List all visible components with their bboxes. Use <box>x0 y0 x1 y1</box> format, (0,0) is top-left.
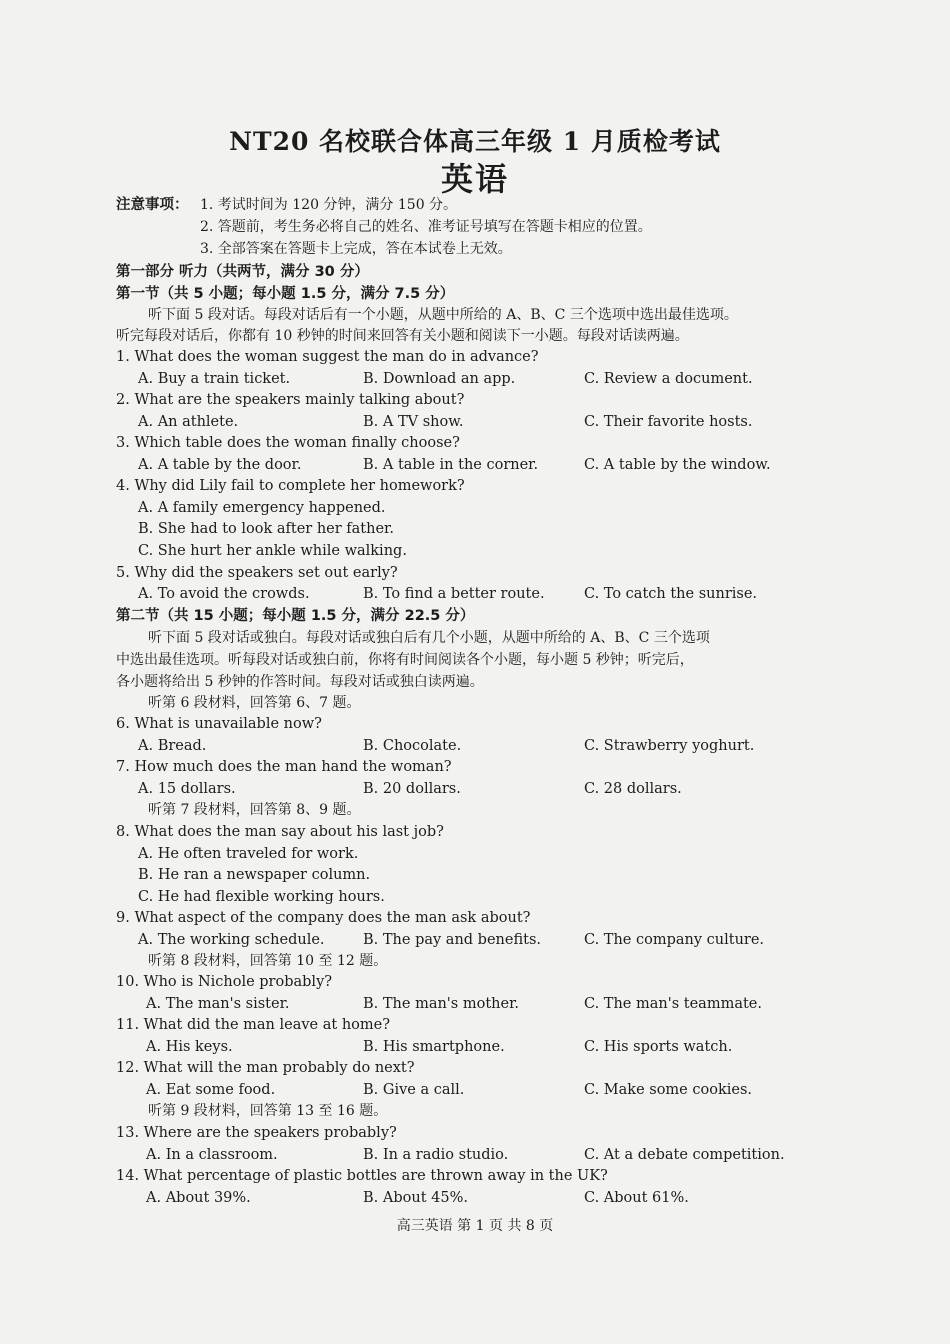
notice-item-3: 3. 全部答案在答题卡上完成，答在本试卷上无效。 <box>200 241 512 257</box>
option-5c: C. To catch the sunrise. <box>584 586 758 602</box>
option-13b: B. In a radio studio. <box>363 1147 509 1163</box>
question-12: 12. What will the man probably do next? <box>116 1060 415 1076</box>
exam-subject: 英语 <box>440 160 509 198</box>
option-1b: B. Download an app. <box>363 371 516 387</box>
question-7: 7. How much does the man hand the woman? <box>116 759 452 775</box>
question-9: 9. What aspect of the company does the man ask about? <box>116 910 531 926</box>
option-10c: C. The man's teammate. <box>584 996 762 1012</box>
option-11c: C. His sports watch. <box>584 1039 733 1055</box>
option-7b: B. 20 dollars. <box>363 781 461 797</box>
option-14b: B. About 45%. <box>363 1190 468 1206</box>
section2-instruction-3: 各小题将给出 5 秒钟的作答时间。每段对话或独白读两遍。 <box>116 674 484 690</box>
question-6: 6. What is unavailable now? <box>116 716 322 732</box>
section2-instruction-2: 中选出最佳选项。听每段对话或独白前，你将有时间阅读各个小题，每小题 5 秒钟；听完后， <box>116 652 694 668</box>
option-10b: B. The man's mother. <box>363 996 520 1012</box>
question-8: 8. What does the man say about his last job? <box>116 824 444 840</box>
option-9c: C. The company culture. <box>584 932 765 948</box>
option-13a: A. In a classroom. <box>146 1147 278 1163</box>
option-6c: C. Strawberry yoghurt. <box>584 738 755 754</box>
question-3: 3. Which table does the woman finally choose? <box>116 435 460 451</box>
question-11: 11. What did the man leave at home? <box>116 1017 390 1033</box>
option-2c: C. Their favorite hosts. <box>584 414 753 430</box>
option-13c: C. At a debate competition. <box>584 1147 785 1163</box>
question-4: 4. Why did Lily fail to complete her homework? <box>116 478 465 494</box>
question-14: 14. What percentage of plastic bottles are thrown away in the UK? <box>116 1168 608 1184</box>
question-5: 5. Why did the speakers set out early? <box>116 565 398 581</box>
question-1: 1. What does the woman suggest the man do in advance? <box>116 349 539 365</box>
option-3c: C. A table by the window. <box>584 457 771 473</box>
option-1c: C. Review a document. <box>584 371 753 387</box>
page-footer: 高三英语 第 1 页 共 8 页 <box>396 1218 554 1234</box>
notice-label: 注意事项： <box>116 197 189 213</box>
option-6a: A. Bread. <box>138 738 207 754</box>
question-10: 10. Who is Nichole probably? <box>116 974 333 990</box>
option-2b: B. A TV show. <box>363 414 464 430</box>
option-11a: A. His keys. <box>146 1039 233 1055</box>
option-3b: B. A table in the corner. <box>363 457 539 473</box>
option-12a: A. Eat some food. <box>146 1082 276 1098</box>
option-5a: A. To avoid the crowds. <box>138 586 310 602</box>
section1-instruction-1: 听下面 5 段对话。每段对话后有一个小题，从题中所给的 A、B、C 三个选项中选出最佳选项。 <box>148 307 738 323</box>
question-13: 13. Where are the speakers probably? <box>116 1125 397 1141</box>
option-4c: C. She hurt her ankle while walking. <box>138 543 407 559</box>
material-7: 听第 7 段材料，回答第 8、9 题。 <box>148 802 361 818</box>
question-2: 2. What are the speakers mainly talking about? <box>116 392 465 408</box>
section2-instruction-1: 听下面 5 段对话或独白。每段对话或独白后有几个小题，从题中所给的 A、B、C 三个选项 <box>148 630 710 646</box>
material-6: 听第 6 段材料，回答第 6、7 题。 <box>148 695 361 711</box>
option-9b: B. The pay and benefits. <box>363 932 542 948</box>
option-3a: A. A table by the door. <box>138 457 302 473</box>
section2-heading: 第二节（共 15 小题；每小题 1.5 分，满分 22.5 分） <box>116 608 475 624</box>
option-10a: A. The man's sister. <box>146 996 290 1012</box>
material-9: 听第 9 段材料，回答第 13 至 16 题。 <box>148 1103 388 1119</box>
option-9a: A. The working schedule. <box>138 932 325 948</box>
option-12c: C. Make some cookies. <box>584 1082 753 1098</box>
option-8a: A. He often traveled for work. <box>138 846 359 862</box>
part1-heading: 第一部分 听力（共两节，满分 30 分） <box>116 264 369 280</box>
option-1a: A. Buy a train ticket. <box>138 371 291 387</box>
section1-heading: 第一节（共 5 小题；每小题 1.5 分，满分 7.5 分） <box>116 286 455 302</box>
notice-item-2: 2. 答题前，考生务必将自己的姓名、准考证号填写在答题卡相应的位置。 <box>200 219 652 235</box>
option-7a: A. 15 dollars. <box>138 781 236 797</box>
option-6b: B. Chocolate. <box>363 738 462 754</box>
option-14a: A. About 39%. <box>146 1190 251 1206</box>
option-7c: C. 28 dollars. <box>584 781 682 797</box>
section1-instruction-2: 听完每段对话后，你都有 10 秒钟的时间来回答有关小题和阅读下一小题。每段对话读两遍。 <box>116 328 689 344</box>
notice-item-1: 1. 考试时间为 120 分钟，满分 150 分。 <box>200 197 458 213</box>
option-12b: B. Give a call. <box>363 1082 465 1098</box>
option-4b: B. She had to look after her father. <box>138 521 394 537</box>
exam-title: NT20 名校联合体高三年级 1 月质检考试 <box>229 127 721 156</box>
option-11b: B. His smartphone. <box>363 1039 505 1055</box>
option-2a: A. An athlete. <box>138 414 239 430</box>
option-8c: C. He had flexible working hours. <box>138 889 385 905</box>
material-8: 听第 8 段材料，回答第 10 至 12 题。 <box>148 953 388 969</box>
option-5b: B. To find a better route. <box>363 586 545 602</box>
option-8b: B. He ran a newspaper column. <box>138 867 371 883</box>
option-14c: C. About 61%. <box>584 1190 689 1206</box>
option-4a: A. A family emergency happened. <box>138 500 386 516</box>
